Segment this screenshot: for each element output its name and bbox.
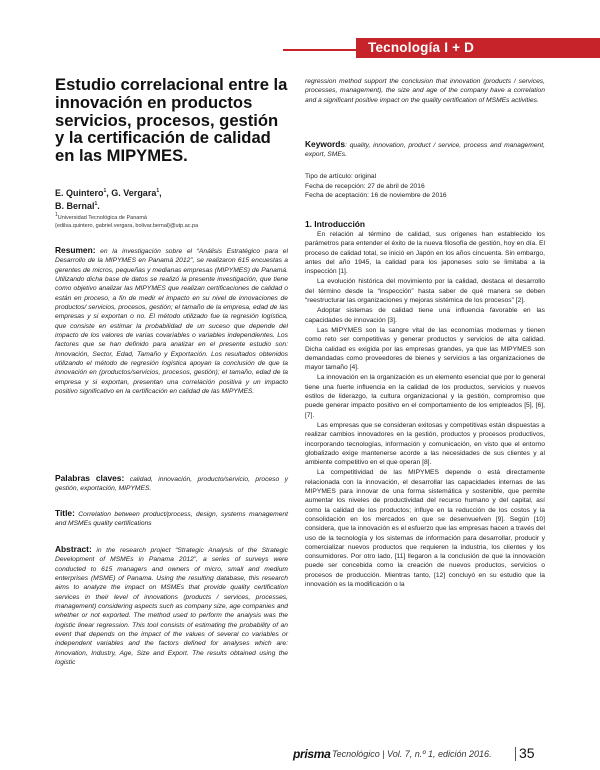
author-list — [55, 186, 288, 212]
author-emails: {edilsa.quintero, gabriel.vergara, bolivar.bernal}@utp.ac.pa — [55, 222, 199, 229]
palabras-claves-label: Palabras claves: — [55, 473, 125, 483]
author-line-2: B. Bernal$^1$. — [55, 201, 100, 211]
resumen-block — [55, 246, 288, 397]
intro-paragraph: La competitividad de las MIPYMES depende o está directamente relacionada con la innovación, el desarrollar las capacidades internas de las MIPYMES para innovar de una forma sistemática y sostenible, que permite aumentar los niveles de productividad del recurso humano y del capital, así como la calidad de los productos; influye en la reducción de los costos y la consolidación en los mercados en que se desenvuelven [9]. Según [10] considera, que la innovación es el esfuerzo que las empresas hacen a través del uso de la tecnología y los sistemas de información para desarrollar, producir y comercializar nuevos productos que requieren la industria, los clientes y los consumidores. Por otro lado, [11] llegaron a la conclusión de que la innovación puede ser concebida como la creación de nuevos productos, servicios o procesos de producción. Mientras tanto, [12] concluyó en su estudio que la innovación es la modificación o la — [305, 469, 545, 588]
palabras-claves-block: Palabras claves: calidad, innovación, producto/servicio, proceso y gestión, exportación, MIPYMES. — [55, 473, 289, 493]
intro-paragraph: En relación al término de calidad, sus orígenes han establecido los parámetros para entender el éxito de la nueva filosofía de gestión, hoy en día. El proceso de calidad total, se inició en Japón en los años cincuenta. Sin embargo, antes del año 1945, la calidad para los japoneses solo se limitaba a la inspección [1]. — [305, 231, 545, 276]
english-title-block: Title: Correlation between product/process, design, systems management and MSMEs quality certifications — [55, 508, 288, 528]
intro-paragraph: La evolución histórica del movimiento por la calidad, destaca el desarrollo del término desde la “inspección” hasta saber de qué manera se deben “reestructurar las organizaciones y mejoras sistémica de los procesos” [2]. — [305, 278, 545, 305]
article-type: Tipo de artículo: original — [305, 173, 377, 180]
english-title-label: Title: — [55, 508, 75, 518]
resumen-text: en la investigación sobre el “Análisis Estratégico para el Desarrollo de la MIPYMES en Panamá 2012”, se realizaron 615 encuestas a gerentes de micros, pequeñas y medianas empresas (MIPYMES) de Panamá. Utilizando dicha base de datos se realizó la presente investigación, que tiene como objetivo analizar las MIPYMES que realizan certificaciones de calidad o están en proceso, a fin de medir el impacto en su nivel de innovaciones de productos/ servicios, procesos, gestión; el tamaño de la empresa, edad de las empresas y si exportan o no. El método utilizado fue la regresión logística, que consiste en estimar la probabilidad de un suceso que depende del impacto de los valores de varias covariables o variables independientes. Los factores que se han definido para analizar en el presente estudio son: Innovación, Sector, Edad, Tamaño y Exportación. Los resultados obtenidos utilizando el método de regresión logística apoyan la conclusión de que la innovación en (productos/servicios, procesos, gestión); el tamaño, edad de la empresa y si exportan, presentan una correlación positiva y un impacto positivo significativo en la certificación en calidad de las MIPYMES. — [55, 248, 288, 396]
page-footer — [293, 747, 598, 763]
journal-brand: prisma — [293, 747, 331, 761]
author-line-1: E. Quintero$^1$, G. Vergara$^1$, — [55, 188, 162, 198]
intro-paragraph: Las empresas que se consideran exitosas y competitivas están dispuestas a realizar cambios innovadores en la gestión, productos y procesos productivos, incorporando tecnologías, información y comunicación, en visto que el entorno globalizado exige mantenerse acorde a las necesidades de sus clientes y al ambiente competitivo en el que operan [8]. — [305, 421, 545, 467]
intro-body — [305, 230, 545, 590]
accepted-date: Fecha de aceptación: 16 de noviembre de 2016 — [305, 192, 447, 200]
intro-heading: 1. Introducción — [305, 219, 366, 229]
section-tag: Tecnología I + D — [356, 38, 600, 58]
abstract-block — [55, 545, 288, 667]
footer-divider — [515, 747, 516, 761]
page-number: 35 — [519, 745, 535, 761]
keywords-block: Keywords: quality, innovation, product / service, process and management, export, SMEs. — [305, 139, 545, 159]
abstract-label: Abstract: — [55, 544, 92, 554]
article-meta — [305, 172, 545, 201]
intro-paragraph: Adoptar sistemas de calidad tiene una influencia favorable en las capacidades de innovación [3]. — [305, 307, 545, 324]
intro-paragraph: Las MIPYMES son la sangre vital de las economías modernas y tienen como reto ser competitivas y generar productos y servicios de alta calidad. Dicha calidad es exigida por las empresas grandes, ya que las MIPYMES son demandadas como proveedores de bienes y servicios a las organizaciones de mayor tamaño [4]. — [305, 326, 545, 372]
article-title: Estudio correlacional entre la innovación en productos servicios, procesos, gestión y la certificación de calidad en las MIPYMES. — [55, 75, 288, 166]
keywords-label: Keywords — [305, 139, 346, 149]
abstract-text: in the research project “Strategic Analysis of the Strategic Development of MSMEs in Panama 2012”, a series of surveys were conducted to 615 managers and owners of micro, small and medium enterprises (MSME) of Panama. Using the resulting database, this research aims to analyze the impact on MSMEs that provide quality certification services in their level of innovations (products / services, processes, management) considering aspects such as company size, age companies and whether or not exported. The method used to perform the analysis was the logistic linear regression. This tool consists of estimating the probability of an event that depends on the impact of the values of several co variables or independent variables and the factors defined for analyses which are: Innovation, Industry, Age, Size and Export. The results obtained using the logistic — [55, 547, 288, 667]
journal-issue: Tecnológico | Vol. 7, n.º 1, edición 2016. — [332, 749, 492, 759]
affiliation: $^1$Universidad Tecnológica de Panamá {edilsa.quintero, gabriel.vergara, bolivar.bernal}@utp.ac.pa — [55, 211, 288, 230]
abstract-continuation: regression method support the conclusion that innovation (products / services, processes, management), the size and age of the company have a correlation and a significant positive impact on the quality certification of MSMEs activities. — [305, 78, 545, 104]
resumen-label: Resumen: — [55, 245, 96, 255]
received-date: Fecha de recepción: 27 de abril de 2016 — [305, 182, 425, 190]
intro-paragraph: La innovación en la organización es un elemento esencial que por lo general tiene una fuerte influencia en la calidad de los productos, servicios y nuevos estilos de liderazgo, la cultura organizacional y la gestión, compromiso que puede generar impacto positivo en el comportamiento de los empleados [5], [6], [7]. — [305, 374, 545, 419]
